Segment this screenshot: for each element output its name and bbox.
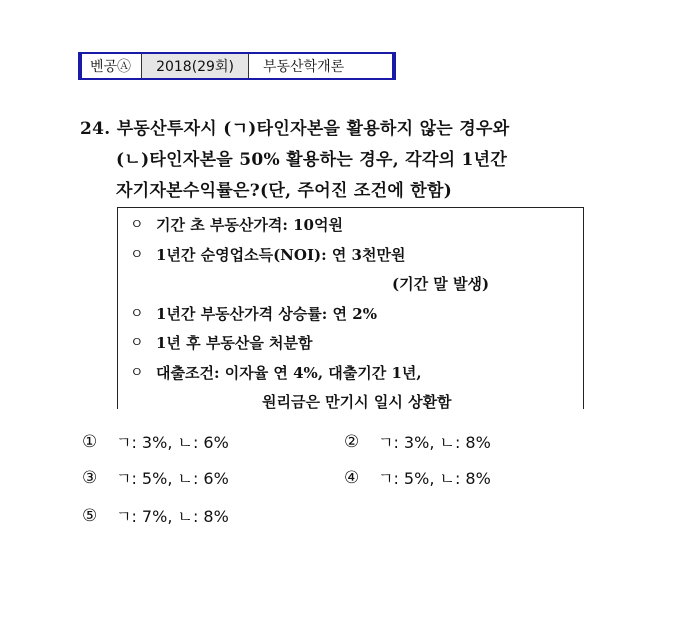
condition-continuation [130, 270, 583, 300]
bullet-circle: ㅇ [130, 217, 144, 233]
option-number: ③ [82, 467, 98, 488]
condition-continuation [130, 388, 583, 418]
condition-text: 기간 초 부동산가격: 10억원 [156, 216, 343, 234]
option-text: ㄱ: 3%, ㄴ: 6% [116, 433, 229, 452]
condition-text: (기간 말 발생) [392, 275, 490, 293]
condition-item [130, 329, 583, 359]
answer-option-3[interactable] [82, 466, 229, 489]
answer-option-1[interactable] [82, 430, 229, 453]
answer-option-2[interactable] [344, 430, 491, 453]
exam-year-tag: 2018(29회) [142, 54, 249, 78]
question-line: (ㄴ)타인자본을 50% 활용하는 경우, 각각의 1년간 [116, 150, 508, 170]
option-text: ㄱ: 5%, ㄴ: 8% [378, 469, 491, 488]
bullet-circle: ㅇ [130, 335, 144, 351]
condition-item [130, 359, 583, 389]
option-text: ㄱ: 3%, ㄴ: 8% [378, 433, 491, 452]
condition-text: 1년 후 부동산을 처분함 [156, 334, 313, 352]
question-line: 자기자본수익률은?(단, 주어진 조건에 한함) [116, 181, 453, 201]
question-line: 24. 부동산투자시 (ㄱ)타인자본을 활용하지 않는 경우와 [80, 119, 510, 139]
conditions-box [117, 207, 584, 409]
category-tag: 벤공Ⓐ [78, 54, 142, 78]
option-text: ㄱ: 5%, ㄴ: 6% [116, 469, 229, 488]
answer-option-5[interactable] [82, 504, 229, 527]
subject-tag: 부동산학개론 [262, 59, 345, 75]
condition-item [130, 241, 583, 271]
option-number: ④ [344, 467, 360, 488]
option-text: ㄱ: 7%, ㄴ: 8% [116, 507, 229, 526]
bullet-circle: ㅇ [130, 246, 144, 263]
exam-tag-bar [78, 52, 396, 80]
condition-item [130, 300, 583, 330]
answer-option-4[interactable] [344, 466, 491, 489]
condition-text: 1년간 부동산가격 상승률: 연 2% [156, 304, 377, 323]
bullet-circle: ㅇ [130, 305, 144, 322]
condition-item [130, 211, 583, 241]
condition-text: 원리금은 만기시 일시 상환함 [262, 393, 452, 411]
question-stem [80, 114, 600, 207]
bullet-circle: ㅇ [130, 364, 144, 381]
tag-bar-right-edge [392, 52, 396, 80]
condition-text: 1년간 순영업소득(NOI): 연 3천만원 [156, 245, 406, 264]
option-number: ② [344, 431, 360, 452]
tag-bar-left-edge [78, 52, 82, 80]
condition-text: 대출조건: 이자율 연 4%, 대출기간 1년, [156, 363, 422, 382]
option-number: ⑤ [82, 505, 98, 526]
option-number: ① [82, 431, 98, 452]
